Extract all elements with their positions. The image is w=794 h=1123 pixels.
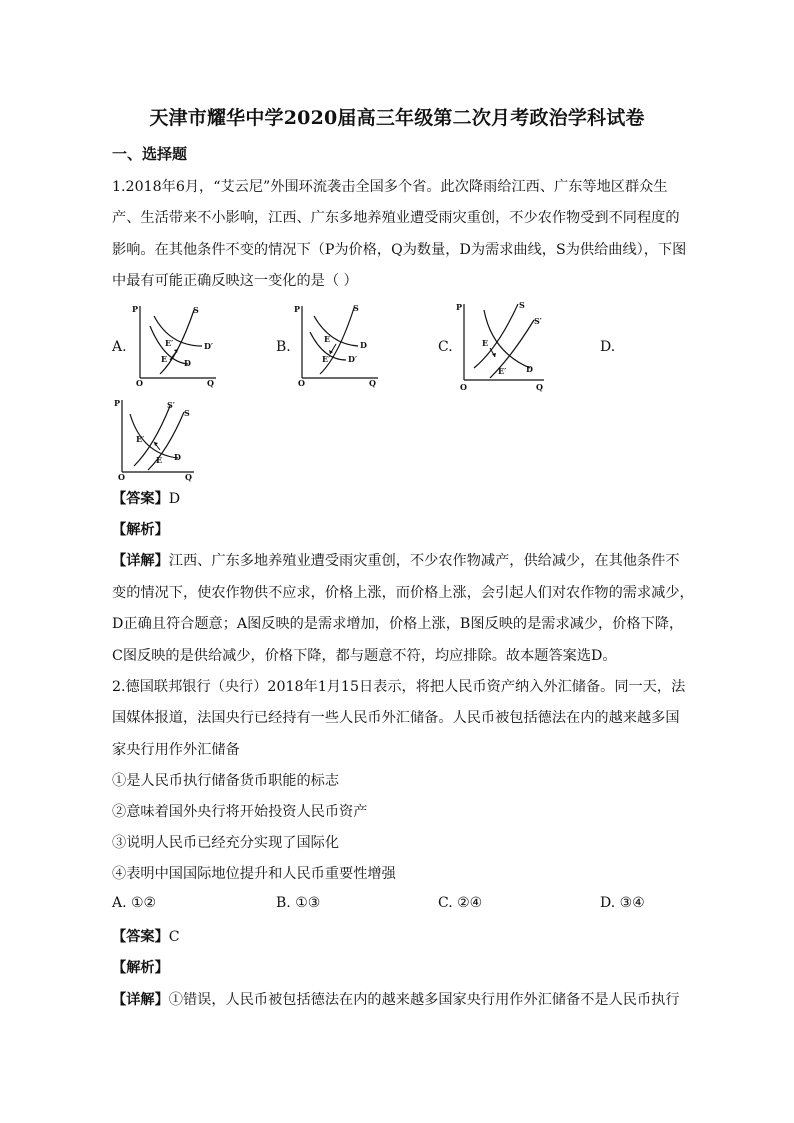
graph-a-s-label: S bbox=[193, 305, 199, 315]
q1-option-d: D. bbox=[600, 339, 616, 355]
graph-d-o-label: O bbox=[118, 472, 125, 482]
q1-detail-line-3: D正确且符合题意；A图反映的是需求增加，价格上涨，B图反映的是需求减少，价格下降， bbox=[112, 616, 684, 632]
graph-c-p-label: P bbox=[456, 302, 463, 312]
q2-item-3: ③说明人民币已经充分实现了国际化 bbox=[112, 835, 340, 851]
q2-option-c: C. ②④ bbox=[438, 895, 483, 911]
graph-b-q-label: Q bbox=[369, 378, 376, 388]
q1-line-3: 影响。在其他条件不变的情况下（P为价格，Q为数量，D为需求曲线，S为供给曲线），下图 bbox=[112, 242, 687, 258]
q2-detail-text-1: ①错误，人民币被包括德法在内的越来越多国家央行用作外汇储备不是人民币执行 bbox=[168, 992, 680, 1008]
graph-a-eprime-label: E′ bbox=[165, 338, 174, 348]
q1-detail-line-4: C图反映的是供给减少，价格下降，都与题意不符，均应排除。故本题答案选D。 bbox=[112, 648, 617, 664]
graph-a-q-label: Q bbox=[207, 378, 214, 388]
graph-d-eprime-label: E′ bbox=[136, 434, 145, 444]
graph-b-d-label: D bbox=[360, 340, 367, 350]
q2-detail-line-1 bbox=[112, 989, 680, 1009]
q2-item-4: ④表明中国国际地位提升和人民币重要性增强 bbox=[112, 866, 396, 882]
graph-b-dprime-label: D′ bbox=[348, 354, 358, 364]
q2-option-d: D. ③④ bbox=[600, 895, 645, 911]
q2-answer-value: C bbox=[168, 929, 180, 945]
q2-detail-tag: 【详解】 bbox=[112, 992, 169, 1008]
graph-c-sprime-label: S′ bbox=[534, 316, 542, 326]
q1-line-4: 中最有可能正确反映这一变化的是（ ） bbox=[112, 273, 358, 289]
graph-a-o-label: O bbox=[136, 378, 143, 388]
q1-detail-line-2: 变的情况下，使农作物供不应求，价格上涨，而价格上涨，会引起人们对农作物的需求减少， bbox=[112, 585, 694, 601]
q1-answer-value: D bbox=[168, 491, 181, 507]
q1-option-a: A. bbox=[112, 339, 127, 355]
graph-d-e-label: E bbox=[156, 455, 163, 465]
graph-d bbox=[112, 396, 202, 482]
q1-line-2: 产、生活带来不小影响，江西、广东多地养殖业遭受雨灾重创，不少农作物受到不同程度的 bbox=[112, 210, 680, 226]
graph-c-eprime-label: E′ bbox=[498, 366, 507, 376]
graph-a-d-label: D bbox=[184, 358, 191, 368]
graph-d-sprime-label: S′ bbox=[167, 400, 175, 410]
q2-item-2: ②意味着国外央行将开始投资人民币资产 bbox=[112, 804, 368, 820]
graph-a bbox=[130, 302, 225, 388]
q2-answer-tag: 【答案】 bbox=[112, 929, 169, 945]
q1-answer-line bbox=[112, 488, 180, 508]
graph-a-p-label: P bbox=[132, 304, 139, 314]
q2-analysis-tag: 【解析】 bbox=[112, 960, 169, 976]
graph-b-e-label: E bbox=[324, 334, 331, 344]
q1-line-1: 1.2018年6月，“艾云尼”外围环流袭击全国多个省。此次降雨给江西、广东等地区群众生 bbox=[112, 179, 668, 195]
graph-c-s-label: S bbox=[519, 300, 525, 310]
q1-answer-tag: 【答案】 bbox=[112, 491, 169, 507]
graph-b-p-label: P bbox=[294, 304, 301, 314]
graph-d-s-label: S bbox=[184, 408, 190, 418]
q1-option-c: C. bbox=[438, 339, 453, 355]
q1-detail-line-1 bbox=[112, 550, 680, 570]
q2-option-b: B. ①③ bbox=[276, 895, 321, 911]
page-title: 天津市耀华中学2020届高三年级第二次月考政治学科试卷 bbox=[149, 107, 645, 129]
graph-b-eprime-label: E′ bbox=[322, 354, 331, 364]
q2-answer-line bbox=[112, 926, 180, 946]
graph-d-d-label: D bbox=[174, 452, 181, 462]
q2-line-3: 家央行用作外汇储备 bbox=[112, 742, 240, 758]
q1-detail-tag: 【详解】 bbox=[112, 553, 169, 569]
graph-c-o-label: O bbox=[460, 382, 467, 392]
q2-option-a: A. ①② bbox=[112, 895, 157, 911]
graph-c-d-label: D bbox=[526, 364, 533, 374]
graph-c bbox=[454, 298, 554, 392]
graph-b-s-label: S bbox=[353, 303, 359, 313]
q1-analysis-tag: 【解析】 bbox=[112, 522, 169, 538]
graph-d-p-label: P bbox=[114, 398, 121, 408]
graph-c-e-label: E bbox=[482, 338, 489, 348]
section-heading: 一、选择题 bbox=[112, 145, 188, 163]
graph-b bbox=[292, 302, 387, 388]
graph-a-e-label: E bbox=[161, 354, 168, 364]
q2-line-2: 国媒体报道，法国央行已经持有一些人民币外汇储备。人民币被包括德法在内的越来越多国 bbox=[112, 710, 680, 726]
graph-c-q-label: Q bbox=[536, 382, 543, 392]
q1-detail-text-1: 江西、广东多地养殖业遭受雨灾重创，不少农作物减产，供给减少，在其他条件不 bbox=[168, 553, 680, 569]
graph-d-q-label: Q bbox=[185, 472, 192, 482]
graph-a-dprime-label: D′ bbox=[204, 341, 214, 351]
graph-b-o-label: O bbox=[298, 378, 305, 388]
q2-item-1: ①是人民币执行储备货币职能的标志 bbox=[112, 773, 340, 789]
q2-line-1: 2.德国联邦银行（央行）2018年1月15日表示，将把人民币资产纳入外汇储备。同一天，法 bbox=[112, 679, 686, 695]
q1-option-b: B. bbox=[276, 339, 291, 355]
